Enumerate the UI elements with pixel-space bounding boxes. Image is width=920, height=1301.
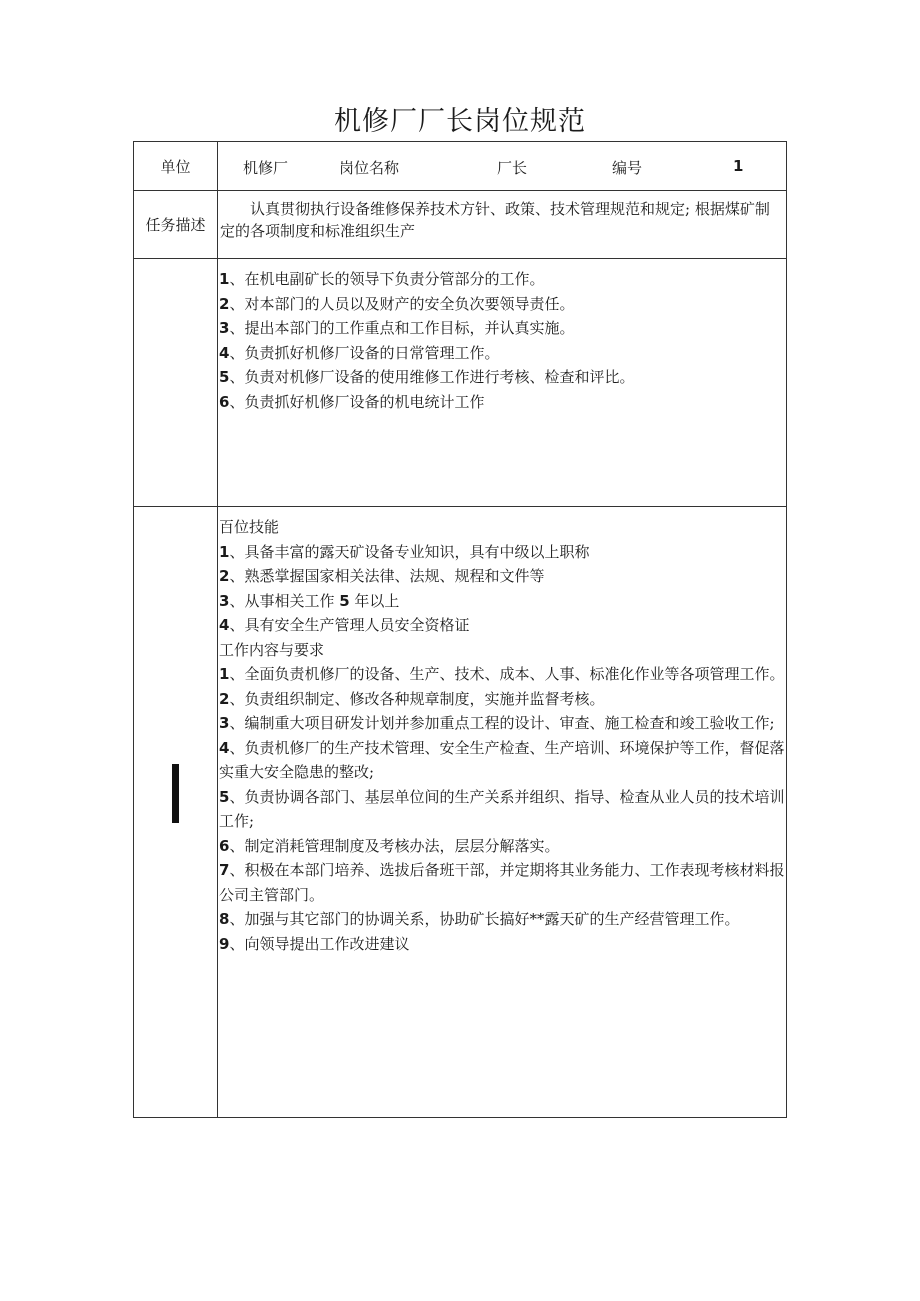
post-label: 岗位名称 (339, 159, 400, 177)
list-item: 1、在机电副矿长的领导下负责分管部分的工作。 (219, 270, 545, 288)
code-value: 1 (733, 157, 744, 175)
unit-label: 单位 (134, 142, 218, 191)
unit-value: 机修厂 (243, 159, 289, 177)
page-title: 机修厂厂长岗位规范 (334, 106, 586, 137)
list-item: 8、加强与其它部门的协调关系，协助矿长搞好**露天矿的生产经营管理工作。 (219, 910, 740, 928)
list-item: 6、负责抓好机修厂设备的机电统计工作 (219, 392, 485, 411)
list-item: 2、负责组织制定、修改各种规章制度，实施并监督考核。 (219, 689, 605, 708)
list-item: 4、负责机修厂的生产技术管理、安全生产检查、生产培训、环境保护等工作，督促落实重大安全隐患的整改; (219, 738, 785, 781)
list-item: 3、编制重大项目研发计划并参加重点工程的设计、审查、施工检查和竣工验收工作; (219, 714, 775, 732)
task-row (134, 191, 787, 259)
list-item: 4、负责抓好机修厂设备的日常管理工作。 (219, 343, 500, 362)
list-item: 2、对本部门的人员以及财产的安全负次要领导责任。 (219, 294, 575, 313)
requirements-row (134, 507, 787, 1118)
vertical-bar-mark (172, 764, 179, 823)
duties-list (218, 259, 787, 507)
requirements-list (218, 507, 787, 1118)
list-item: 5、负责协调各部门、基层单位间的生产关系并组织、指导、检查从业人员的技术培训工作; (219, 787, 785, 830)
list-item: 6、制定消耗管理制度及考核办法，层层分解落实。 (219, 836, 560, 855)
duties-label-cell (134, 259, 218, 507)
list-item: 1、具备丰富的露天矿设备专业知识，具有中级以上职称 (219, 542, 590, 561)
job-spec-table (133, 141, 787, 1118)
list-item: 7、积极在本部门培养、选拔后备班干部，并定期将其业务能力、工作表现考核材料报公司主管部门。 (219, 861, 785, 904)
task-label: 任务描述 (134, 191, 218, 259)
code-label: 编号 (612, 159, 643, 177)
list-item: 4、具有安全生产管理人员安全资格证 (219, 616, 470, 634)
skills-heading: 百位技能 (219, 518, 280, 536)
list-item: 9、向领导提出工作改进建议 (219, 934, 410, 953)
post-value: 厂长 (497, 159, 528, 177)
work-heading: 工作内容与要求 (219, 640, 325, 659)
duties-row (134, 259, 787, 507)
task-text: 认真贯彻执行设备维修保养技术方针、政策、技术管理规范和规定; 根据煤矿制定的各项制度和标准组织生产 (218, 191, 787, 259)
list-item: 3、从事相关工作 5 年以上 (219, 591, 400, 610)
list-item: 1、全面负责机修厂的设备、生产、技术、成本、人事、标准化作业等各项管理工作。 (219, 665, 785, 683)
list-item: 2、熟悉掌握国家相关法律、法规、规程和文件等 (219, 567, 545, 585)
list-item: 3、提出本部门的工作重点和工作目标，并认真实施。 (219, 319, 575, 337)
list-item: 5、负责对机修厂设备的使用维修工作进行考核、检查和评比。 (219, 368, 635, 386)
header-values (218, 142, 787, 191)
header-row (134, 142, 787, 191)
